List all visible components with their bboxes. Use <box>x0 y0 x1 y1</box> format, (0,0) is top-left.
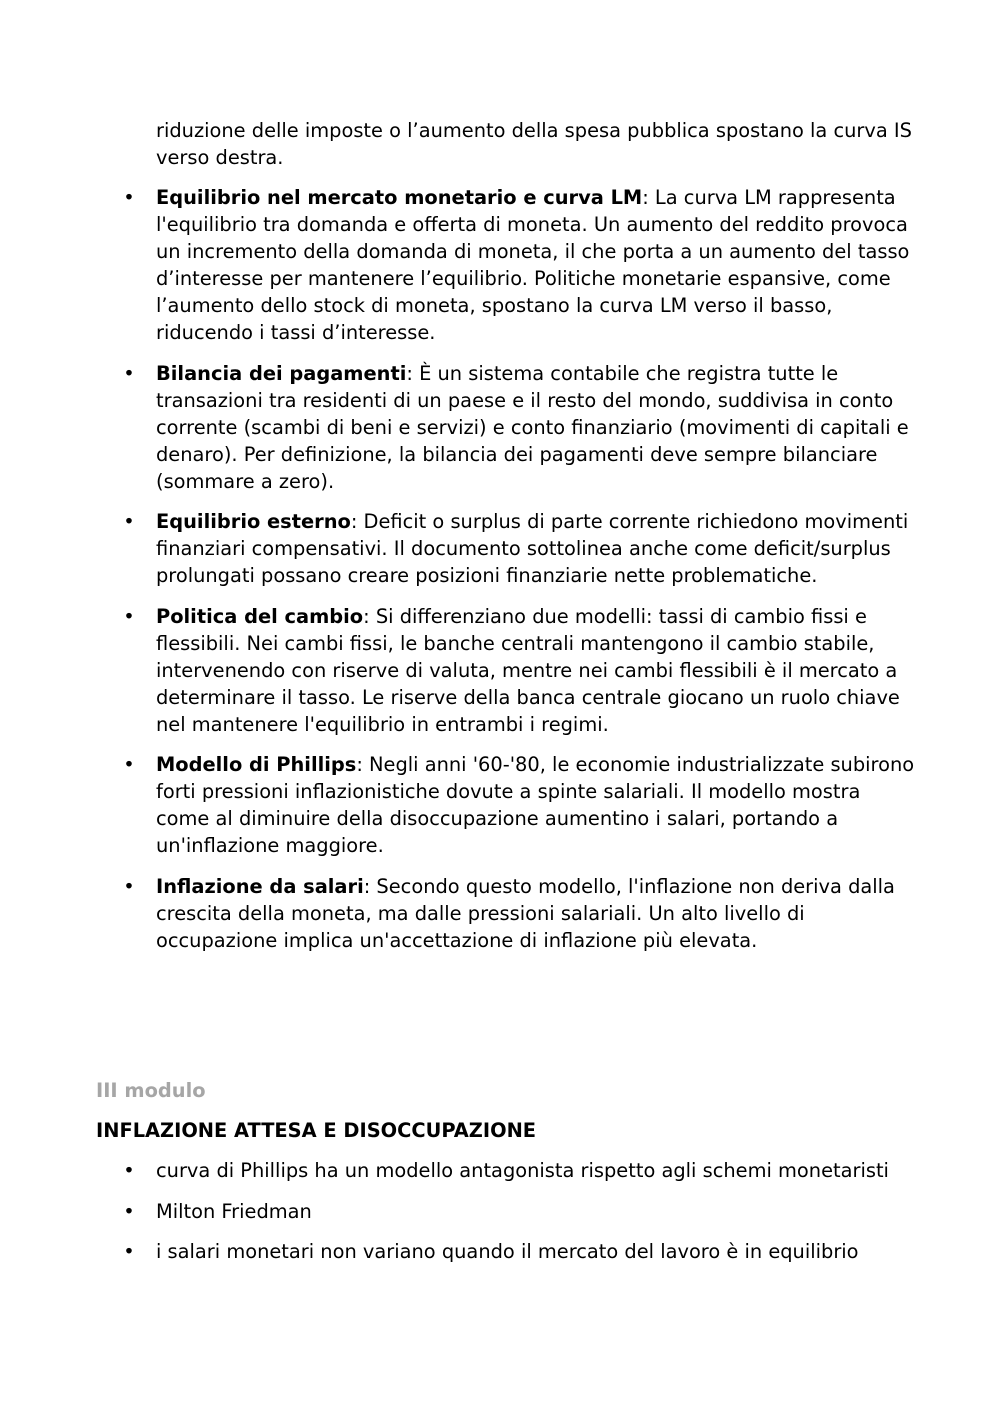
bullet-text: : È un sistema contabile che registra tutte le transazioni tra residenti di un paese e il resto del mondo, suddivisa in conto corrente (scambi di beni e servizi) e conto finanziario (movimenti di capitali e denaro). Per definizione, la bilancia dei pagamenti deve sempre bilanciare (sommare a zero). <box>156 361 909 493</box>
bullet-item-wage-inflation <box>123 873 916 954</box>
list-item-text: i salari monetari non variano quando il mercato del lavoro è in equilibrio <box>156 1240 859 1263</box>
bullet-text: : Deficit o surplus di parte corrente richiedono movimenti finanziari compensativi. Il documento sottolinea anche come deficit/surplus prolungati possano creare posizioni finanziarie nette problematiche. <box>156 510 909 587</box>
list-item <box>123 1157 916 1184</box>
bullet-term: Equilibrio esterno <box>156 510 351 533</box>
section-module-label: III modulo <box>96 1079 206 1102</box>
list-item-text: curva di Phillips ha un modello antagonista rispetto agli schemi monetaristi <box>156 1159 889 1182</box>
bullet-term: Inflazione da salari <box>156 874 364 898</box>
bullet-marker: • <box>123 186 135 209</box>
concept-bullet-list <box>123 184 916 967</box>
bullet-text: : Si differenziano due modelli: tassi di cambio fissi e flessibili. Nei cambi fissi, le banche centrali mantengono il cambio stabile, intervenendo con riserve di valuta, mentre nei cambi flessibili è il mercato a determinare il tasso. Le riserve della banca centrale giocano un ruolo chiave nel mantenere l'equilibrio in entrambi i regimi. <box>156 604 900 736</box>
bullet-item-balance-of-payments <box>123 360 916 495</box>
bullet-item-lm-curve <box>123 184 916 346</box>
bullet-marker: • <box>123 361 135 385</box>
list-item <box>123 1238 916 1265</box>
bullet-term: Politica del cambio <box>156 604 364 628</box>
bullet-marker: • <box>123 1199 135 1223</box>
bullet-marker: • <box>123 874 135 898</box>
continuation-paragraph: riduzione delle imposte o l’aumento della spesa pubblica spostano la curva IS verso destra. <box>156 119 912 169</box>
list-item <box>123 1198 916 1225</box>
section-heading: INFLAZIONE ATTESA E DISOCCUPAZIONE <box>96 1119 537 1142</box>
bullet-marker: • <box>123 510 135 533</box>
bullet-item-phillips-model <box>123 751 916 859</box>
bullet-text: : La curva LM rappresenta l'equilibrio tra domanda e offerta di moneta. Un aumento del reddito provoca un incremento della domanda di moneta, il che porta a un aumento del tasso d’interesse per mantenere l’equilibrio. Politiche monetarie espansive, come l’aumento dello stock di moneta, spostano la curva LM verso il basso, riducendo i tassi d’interesse. <box>156 186 910 344</box>
bullet-text: : Negli anni '60-'80, le economie industrializzate subirono forti pressioni inflazionistiche dovute a spinte salariali. Il modello mostra come al diminuire della disoccupazione aumentino i salari, portando a un'inflazione maggiore. <box>156 753 915 857</box>
bullet-term: Equilibrio nel mercato monetario e curva LM <box>156 186 643 209</box>
bullet-term: Modello di Phillips <box>156 753 357 776</box>
module-bullet-list <box>123 1157 916 1279</box>
bullet-text: : Secondo questo modello, l'inflazione non deriva dalla crescita della moneta, ma dalle pressioni salariali. Un alto livello di occupazione implica un'accettazione di inflazione più elevata. <box>156 874 895 952</box>
bullet-item-external-equilibrium <box>123 508 916 589</box>
bullet-item-exchange-policy <box>123 603 916 738</box>
bullet-marker: • <box>123 753 135 776</box>
bullet-marker: • <box>123 604 135 628</box>
bullet-term: Bilancia dei pagamenti <box>156 361 407 385</box>
list-item-text: Milton Friedman <box>156 1199 312 1223</box>
bullet-marker: • <box>123 1159 135 1182</box>
bullet-marker: • <box>123 1240 135 1263</box>
